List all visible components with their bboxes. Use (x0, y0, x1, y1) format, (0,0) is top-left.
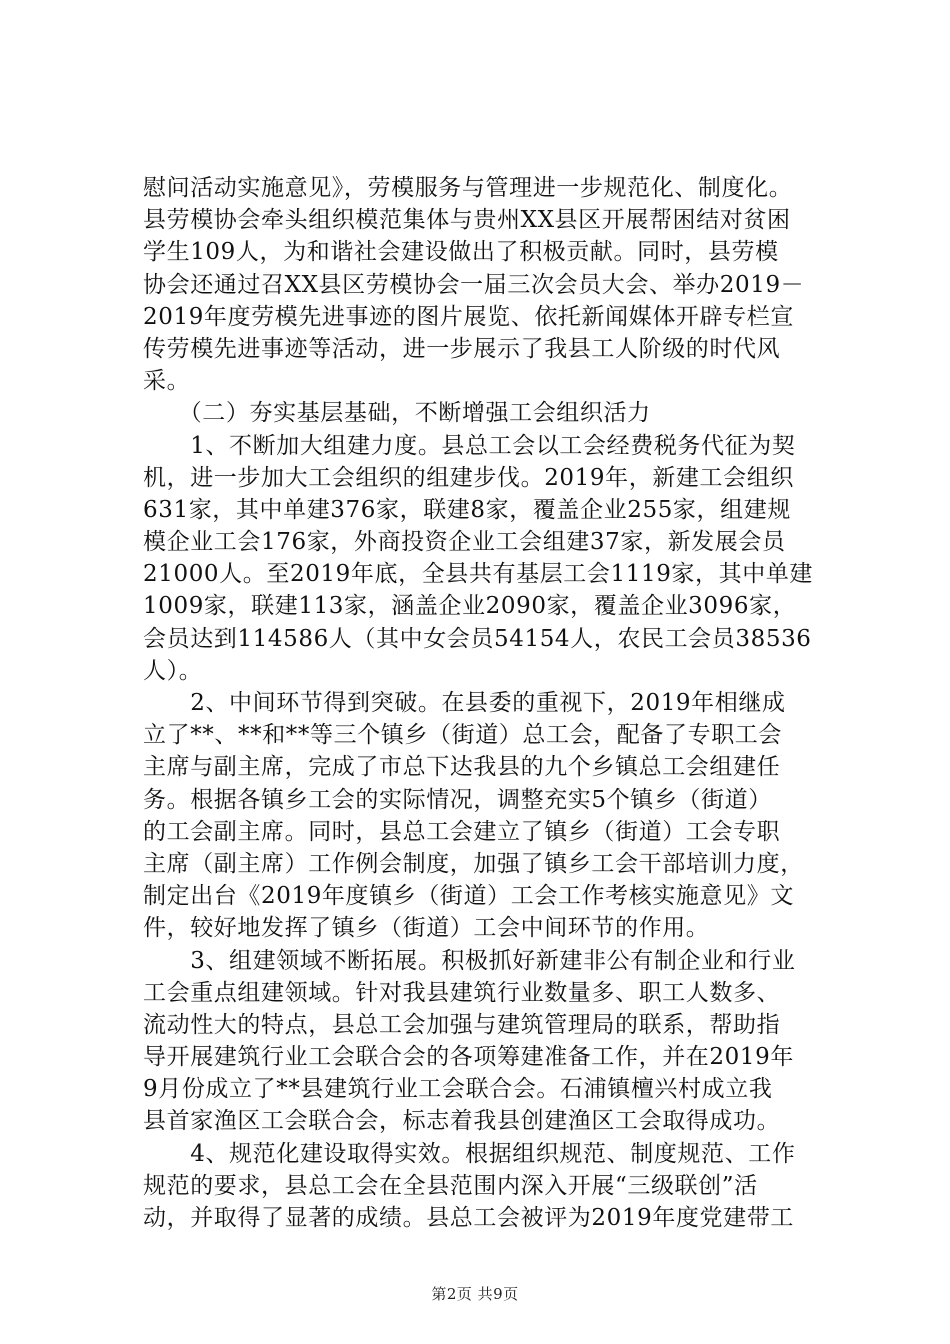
text-line: 9月份成立了**县建筑行业工会联合会。石浦镇檀兴村成立我 (143, 1076, 773, 1103)
document-body (143, 172, 843, 1234)
text-line: 1009家，联建113家，涵盖企业2090家，覆盖企业3096家， (143, 593, 797, 620)
text-line: 县劳模协会牵头组织模范集体与贵州XX县区开展帮困结对贫困 (143, 207, 791, 234)
text-line: 动，并取得了显著的成绩。县总工会被评为2019年度党建带工 (143, 1205, 794, 1231)
text-line: 主席与副主席，完成了市总下达我县的九个乡镇总工会组建任 (143, 754, 781, 781)
text-line: 631家，其中单建376家，联建8家，覆盖企业255家，组建规 (143, 496, 791, 523)
text-line: 4、规范化建设取得实效。根据组织规范、制度规范、工作 (143, 1140, 796, 1167)
text-line: 工会重点组建领域。针对我县建筑行业数量多、职工人数多、 (143, 979, 781, 1006)
text-line: 协会还通过召XX县区劳模协会一届三次会员大会、举办2019－ (143, 271, 805, 298)
text-line: 立了**、**和**等三个镇乡（街道）总工会，配备了专职工会 (143, 722, 782, 749)
text-line: 县首家渔区工会联合会，标志着我县创建渔区工会取得成功。 (143, 1108, 781, 1135)
text-line: 规范的要求，县总工会在全县范围内深入开展“三级联创”活 (143, 1172, 758, 1199)
text-line: 2019年度劳模先进事迹的图片展览、依托新闻媒体开辟专栏宣 (143, 303, 794, 330)
text-line: 传劳模先进事迹等活动，进一步展示了我县工人阶级的时代风 (143, 335, 781, 362)
text-line: 人）。 (143, 657, 203, 684)
text-line: 机，进一步加大工会组织的组建步伐。2019年，新建工会组织 (143, 464, 794, 491)
text-line: 学生109人，为和谐社会建设做出了积极贡献。同时，县劳模 (143, 239, 779, 266)
text-line: 流动性大的特点，县总工会加强与建筑管理局的联系，帮助指 (143, 1011, 781, 1038)
text-line: 会员达到114586人（其中女会员54154人，农民工会员38536 (143, 625, 812, 652)
text-line: 采。 (143, 368, 191, 395)
text-line: 务。根据各镇乡工会的实际情况，调整充实5个镇乡（街道） (143, 786, 772, 813)
text-line: 导开展建筑行业工会联合会的各项筹建准备工作，并在2019年 (143, 1044, 794, 1071)
text-line: 3、组建领域不断拓展。积极抓好新建非公有制企业和行业 (143, 947, 796, 974)
text-line: 2、中间环节得到突破。在县委的重视下，2019年相继成 (143, 690, 786, 716)
text-line: 件，较好地发挥了镇乡（街道）工会中间环节的作用。 (143, 915, 710, 942)
text-line: 21000人。至2019年底，全县共有基层工会1119家，其中单建 (143, 561, 814, 588)
text-line: 慰问活动实施意见》，劳模服务与管理进一步规范化、制度化。 (143, 175, 793, 201)
text-line: 制定出台《2019年度镇乡（街道）工会工作考核实施意见》文 (143, 883, 794, 910)
text-line: （二）夯实基层基础，不断增强工会组织活力 (143, 400, 651, 427)
text-line: 主席（副主席）工作例会制度，加强了镇乡工会干部培训力度， (143, 850, 804, 877)
text-line: 的工会副主席。同时，县总工会建立了镇乡（街道）工会专职 (143, 818, 781, 845)
page-footer: 第2页 共9页 (431, 1285, 519, 1303)
text-line: 模企业工会176家，外商投资企业工会组建37家，新发展会员 (143, 529, 786, 556)
text-line: 1、不断加大组建力度。县总工会以工会经费税务代征为契 (143, 432, 796, 459)
